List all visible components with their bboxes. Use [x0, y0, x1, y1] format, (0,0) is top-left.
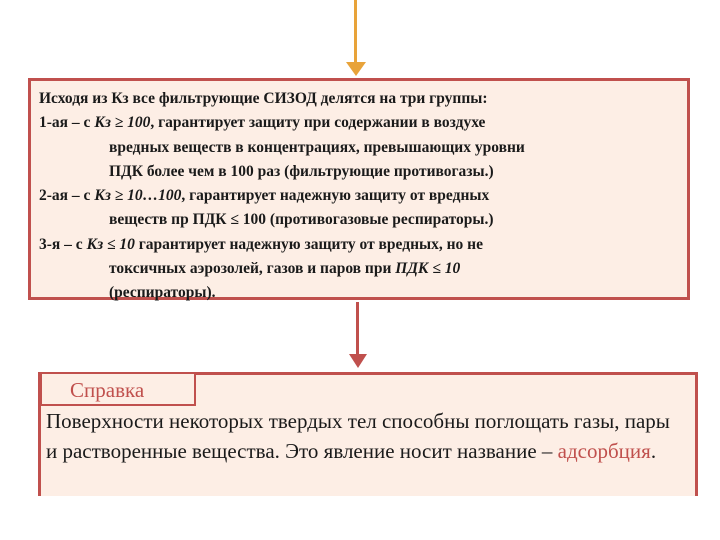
- group-3-pdk: ПДК ≤ 10: [395, 260, 461, 278]
- group-1-line-1: [39, 111, 681, 135]
- group-1-condition: Кз ≥ 100: [94, 114, 151, 132]
- group-2-prefix: 2-ая – с: [39, 187, 91, 205]
- group-3-line-2-text: токсичных аэрозолей, газов и паров при: [109, 260, 392, 278]
- note-accent-term: адсорбция: [557, 439, 651, 463]
- group-3-line-3: (респираторы).: [109, 284, 216, 302]
- group-1-prefix: 1-ая – с: [39, 114, 91, 132]
- group-2-line-1: [39, 184, 681, 208]
- classification-box: [28, 78, 690, 300]
- note-body: Поверхности некоторых твердых тел способны поглощать газы, пары и растворенные вещества. Это явление носит название –: [46, 409, 670, 463]
- arrow-middle-head: [349, 354, 367, 368]
- note-text: [46, 406, 686, 466]
- group-3-line-2: [39, 257, 681, 281]
- note-title: Справка: [70, 378, 145, 402]
- group-3-line-1: [39, 233, 681, 257]
- group-2-text: , гарантирует надежную защиту от вредных: [181, 187, 490, 205]
- group-1-line-2: вредных веществ в концентрациях, превышающих уровни: [109, 138, 525, 156]
- group-3-condition: Кз ≤ 10: [86, 235, 135, 253]
- group-1-line-3: ПДК более чем в 100 раз (фильтрующие противогазы.): [109, 162, 494, 180]
- group-3-prefix: 3-я – с: [39, 235, 83, 253]
- group-2-line-2: веществ пр ПДК ≤ 100 (противогазовые респираторы.): [109, 211, 494, 229]
- group-1-text: , гарантирует защиту при содержании в воздухе: [150, 114, 486, 132]
- arrow-top-line: [354, 0, 357, 66]
- intro-line: Исходя из Кз все фильтрующие СИЗОД делятся на три группы:: [39, 90, 488, 107]
- arrow-middle-line: [356, 302, 359, 358]
- group-3-text: гарантирует надежную защиту от вредных, но не: [134, 235, 483, 253]
- arrow-top-head: [346, 62, 366, 76]
- group-2-condition: Кз ≥ 10…100: [94, 187, 182, 205]
- note-end: .: [650, 439, 657, 463]
